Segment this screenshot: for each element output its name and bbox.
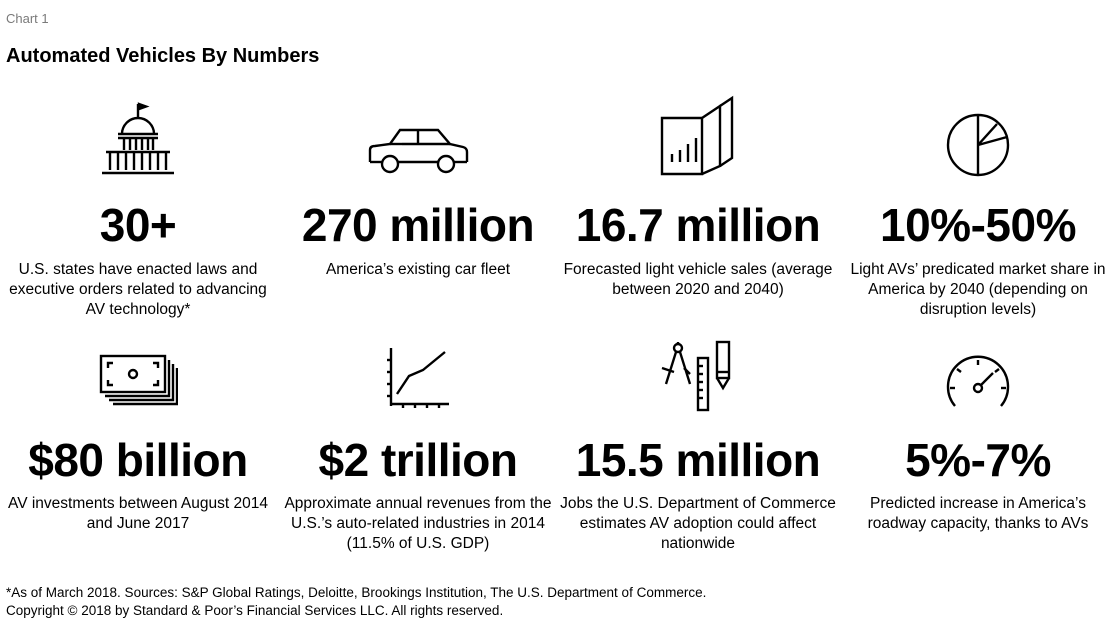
money-stack-icon <box>98 352 178 410</box>
page-title: Automated Vehicles By Numbers <box>6 45 320 67</box>
stat-description: Predicted increase in America’s roadway capacity, thanks to AVs <box>867 495 1089 532</box>
stat-value: $2 trillion <box>318 434 518 486</box>
stat-description: AV investments between August 2014 and June 2017 <box>8 495 268 532</box>
speedometer-icon <box>943 352 1013 410</box>
stat-value: 15.5 million <box>575 434 821 486</box>
line-graph-icon <box>385 346 451 410</box>
stat-description: Approximate annual revenues from the U.S.’s auto-related industries in 2014 (11.5% of U.S. GDP) <box>284 495 552 552</box>
stat-description: U.S. states have enacted laws and executive orders related to advancing AV technology* <box>9 261 267 318</box>
chart-label: Chart 1 <box>6 11 49 26</box>
stat-description: America’s existing car fleet <box>325 261 511 278</box>
stat-description: Forecasted light vehicle sales (average between 2020 and 2040) <box>563 261 833 298</box>
footer-copyright: Copyright © 2018 by Standard & Poor’s Financial Services LLC. All rights reserved. <box>6 603 504 618</box>
stat-cell-investments <box>0 0 276 560</box>
stat-cell-revenues <box>280 0 556 560</box>
stat-value: 270 million <box>301 199 535 251</box>
stat-value: $80 billion <box>28 434 248 486</box>
footer-notes <box>6 584 706 620</box>
stat-value: 5%-7% <box>905 434 1051 486</box>
stat-value: 30+ <box>99 199 177 251</box>
stat-value: 16.7 million <box>575 199 821 251</box>
footer-sources: *As of March 2018. Sources: S&P Global Ratings, Deloitte, Brookings Institution, The U.S. Department of Commerce. <box>6 585 707 600</box>
stat-description: Light AVs’ predicated market share in America by 2040 (depending on disruption levels) <box>850 261 1106 318</box>
stat-cell-jobs <box>560 0 836 560</box>
stat-value: 10%-50% <box>880 199 1076 251</box>
stat-cell-roadway-capacity <box>840 0 1116 560</box>
engineering-tools-icon <box>660 340 736 412</box>
stat-description: Jobs the U.S. Department of Commerce estimates AV adoption could affect nationwide <box>560 495 836 552</box>
